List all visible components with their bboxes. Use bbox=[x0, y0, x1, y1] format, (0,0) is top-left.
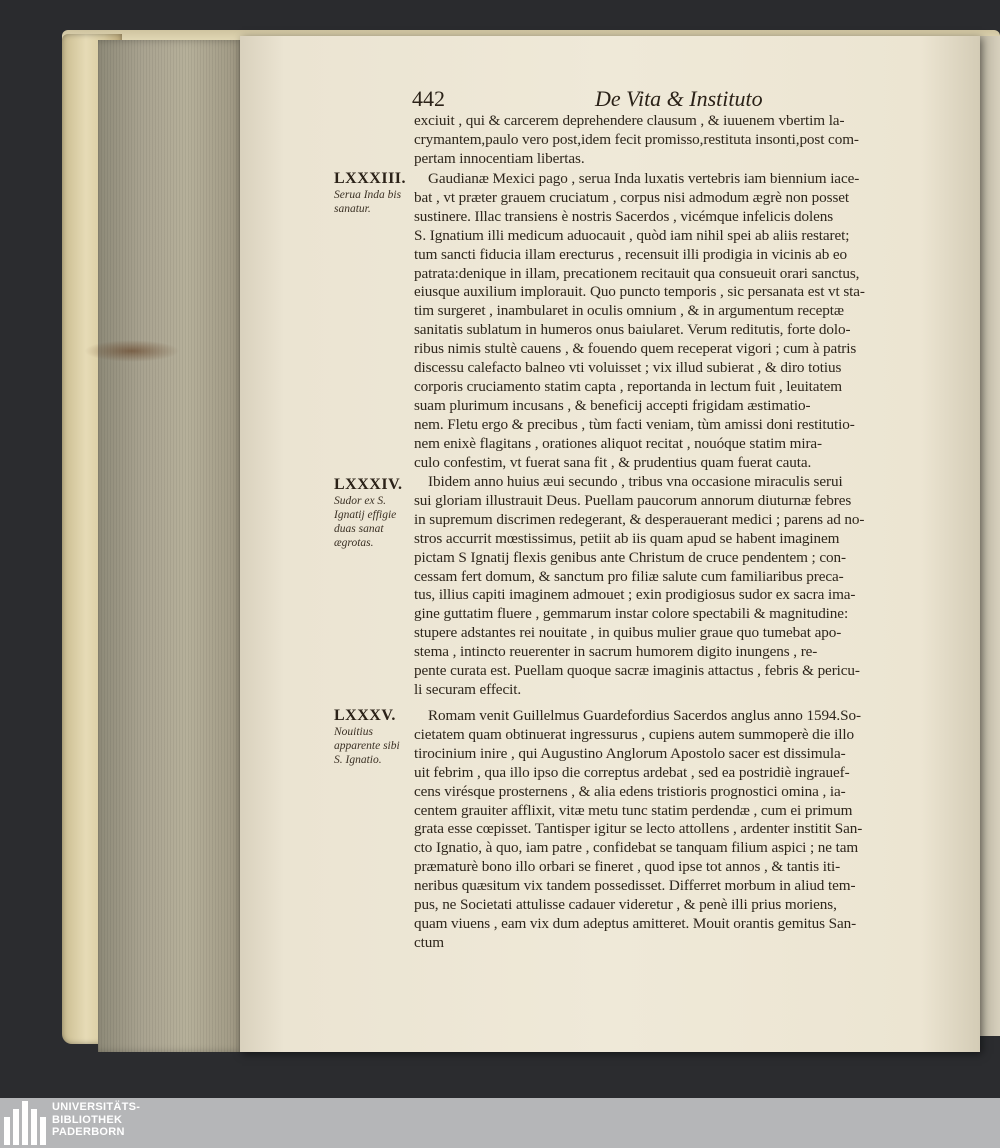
text-line: tum sancti fiducia illam erecturus , recensuit illi prodigia in vicinis ab eo bbox=[414, 245, 848, 263]
text-line: cessam fert domum, & sanctum pro filiæ salute cum familiaribus preca- bbox=[414, 567, 844, 585]
text-line: tim surgeret , inambularet in oculis omnium , & in argumentum receptæ bbox=[414, 302, 844, 320]
text-line: ctum bbox=[414, 933, 444, 951]
text-line: neribus quæsitum vix tandem possedisset. Differret morbum in aliud tem- bbox=[414, 877, 856, 895]
text-line: sustinere. Illac transiens è nostris Sacerdos , vicémque infelicis dolens bbox=[414, 207, 834, 225]
page-number: 442 bbox=[412, 86, 445, 111]
text-line: eiusque auxilium implorauit. Quo puncto temporis , sic persanata est vt sta- bbox=[414, 283, 865, 301]
text-line: S. Ignatium illi medicum aduocauit , quòd iam nihil spei ab aliis restaret; bbox=[414, 226, 850, 244]
text-line: pertam innocentiam libertas. bbox=[414, 149, 585, 167]
page-block-edges bbox=[98, 40, 246, 1052]
text-line: patrata:denique in illam, precationem recitauit qua consueuit orari sanctus, bbox=[414, 264, 860, 282]
text-line: pus, ne Societati attulisse cadauer videretur , & penè illi prius moriens, bbox=[414, 896, 837, 914]
next-page-edge bbox=[978, 36, 1000, 1036]
text-line: grata esse cœpisset. Tantisper igitur se lecto attollens , ardenter institit San- bbox=[414, 820, 863, 838]
text-line: stupere adstantes rei nouitate , in quibus mulier graue quo tumebat apo- bbox=[414, 624, 842, 642]
margin-note: Sudor ex S. Ignatij effigie duas sanat ægrotas. bbox=[334, 495, 397, 549]
paragraph bbox=[414, 473, 934, 700]
text-line: uit febrim , qua illo ipso die correptus ardebat , sed ea postridiè ingrauef- bbox=[414, 763, 850, 781]
text-line: corporis cruciamento statim capta , reportanda in lectum fuit , leuitatem bbox=[414, 377, 842, 395]
text-line: centem grauiter afflixit, vitæ metu tunc statim perdendæ , cum ei primum bbox=[414, 801, 853, 819]
text-line: ribus nimis stultè cauens , & fouendo quem receperat vigori ; cum à patris bbox=[414, 340, 857, 358]
text-line: sui gloriam illustrauit Deus. Puellam paucorum annorum diuturnæ febres bbox=[414, 491, 852, 509]
margin-number: LXXXIII. bbox=[334, 170, 407, 187]
text-line: nem enixè flagitans , orationes aliquot recitat , nouóque statim mira- bbox=[414, 434, 823, 452]
text-line: pictam S Ignatij flexis genibus ante Christum de cruce pendentem ; con- bbox=[414, 548, 846, 566]
library-line: UNIVERSITÄTS- bbox=[52, 1101, 141, 1113]
text-line: tirocinium inire , qui Augustino Anglorum Apostolo sacer est dissimula- bbox=[414, 744, 846, 762]
text-line: bat , vt præter grauem cruciatum , corpus nisi admodum ægrè non posset bbox=[414, 188, 850, 206]
text-line: crymantem,paulo vero post,idem fecit promisso,restituta insonti,post com- bbox=[414, 130, 859, 148]
text-line: in supremum discrimen redegerant, & desperauerant medici ; parens ad no- bbox=[414, 510, 865, 528]
text-line: discessu calefacto balneo vti voluisset ; vix illud subierat , & diro totius bbox=[414, 359, 842, 377]
running-title: De Vita & Instituto bbox=[595, 86, 763, 111]
margin-number: LXXXV. bbox=[334, 707, 396, 724]
text-line: nem. Fletu ergo & precibus , tùm facti veniam, tùm amissi doni restitutio- bbox=[414, 415, 855, 433]
text-line: quam viuens , eam vix dum adeptus amitteret. Mouit orantis gemitus San- bbox=[414, 914, 857, 932]
library-logo-icon bbox=[4, 1101, 54, 1145]
text-line: Ibidem anno huius æui secundo , tribus vna occasione miraculis serui bbox=[428, 473, 843, 490]
text-line: cto Ignatio, à quo, iam patre , confidebat se tanquam filium aspici ; ne tam bbox=[414, 839, 859, 857]
text-line: stema , intincto reuerenter in sacrum humorem digito inungens , re- bbox=[414, 643, 818, 661]
text-line: li securam effecit. bbox=[414, 680, 522, 698]
text-line: sanitatis sublatum in humeros onus baiularet. Verum reditutis, forte dolo- bbox=[414, 321, 851, 339]
text-line: pente curata est. Puellam quoque sacræ imaginis attactus , febris & pericu- bbox=[414, 662, 860, 680]
text-line: cens virésque prosternens , & alia edens tristioris prognostici omina , ia- bbox=[414, 782, 846, 800]
text-line: Romam venit Guillelmus Guardefordius Sacerdos anglus anno 1594.So- bbox=[428, 707, 861, 724]
text-line: exciuit , qui & carcerem deprehendere clausum , & iuuenem vbertim la- bbox=[414, 112, 845, 129]
library-line: PADERBORN bbox=[52, 1126, 125, 1138]
paragraph bbox=[414, 170, 934, 473]
text-line: stros accurrit mœstissimus, petiit ab iis quam apud se habent imaginem bbox=[414, 529, 840, 547]
library-line: BIBLIOTHEK bbox=[52, 1113, 123, 1126]
margin-number: LXXXIV. bbox=[334, 476, 403, 493]
page-header bbox=[412, 86, 952, 112]
margin-note: Nouitius apparente sibi S. Ignatio. bbox=[334, 726, 400, 766]
text-line: præmaturè bono illo orbari se fineret , quod ipse tot annos , & tantis iti- bbox=[414, 858, 841, 876]
text-line: suam plurimum incusans , & beneficij accepti frigidam æstimatio- bbox=[414, 396, 811, 414]
library-footer-bar bbox=[0, 1098, 1000, 1148]
text-line: culo confestim, vt fuerat sana fit , & prudentius quam fuerat cauta. bbox=[414, 453, 812, 471]
stain-mark bbox=[84, 340, 180, 362]
margin-note: Serua Inda bis sanatur. bbox=[334, 189, 402, 215]
text-line: gine guttatim fluere , gemmarum instar colore spectabili & magnitudine: bbox=[414, 605, 849, 623]
text-line: tus, illius capiti imaginem admouet ; exin prodigiosus sudor ex sacra ima- bbox=[414, 586, 856, 604]
text-line: cietatem quam obtinuerat ingressurus , cupiens autem summoperè die illo bbox=[414, 725, 854, 743]
text-line: Gaudianæ Mexici pago , serua Inda luxatis vertebris iam biennium iace- bbox=[428, 170, 860, 187]
paragraph bbox=[414, 707, 934, 953]
library-name bbox=[52, 1101, 140, 1139]
paragraph bbox=[414, 112, 934, 169]
